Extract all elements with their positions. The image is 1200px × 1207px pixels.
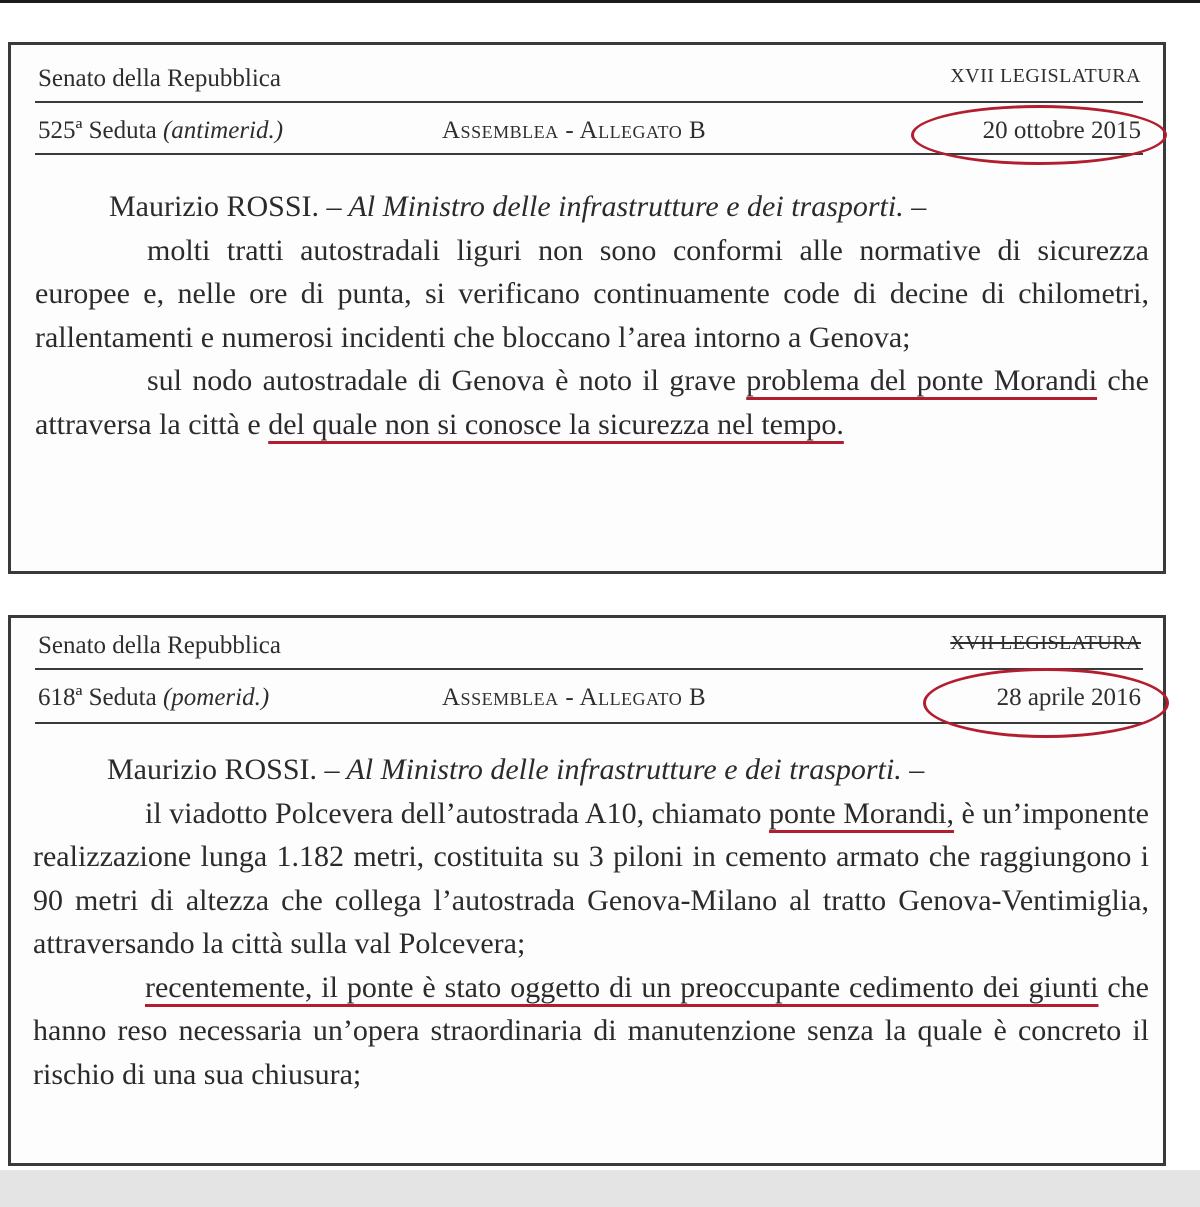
paragraph-2: sul nodo autostradale di Genova è noto il grave problema del ponte Morandi che attraversa la città e del quale non si conosce la sicurezza nel tempo. [35, 364, 1149, 441]
document-body [33, 748, 1149, 1096]
paragraph-1: molti tratti autostradali liguri non sono conformi alle normative di sicurezza europee e, nelle ore di punta, si verificano continuamente code di decine di chilometri, rallentamenti e numerosi incidenti che bloccano l’area intorno a Genova; [35, 233, 1149, 354]
header-rule [35, 101, 1143, 103]
addressee-line: Maurizio ROSSI. – Al Ministro delle infrastrutture e dei trasporti. – [109, 190, 927, 223]
session-date: 20 ottobre 2015 [982, 117, 1141, 144]
institution-name: Senato della Repubblica [38, 632, 281, 659]
header-rule [35, 153, 1143, 155]
session-number: 618ª Seduta (pomerid.) [38, 684, 270, 711]
document-excerpt-2015 [8, 42, 1166, 574]
underlined-text: problema del ponte Morandi [746, 364, 1098, 397]
underlined-text: recentemente, il ponte è stato oggetto di un preoccupante cedimento dei giunti [145, 970, 1099, 1004]
paragraph-2: recentemente, il ponte è stato oggetto di un preoccupante cedimento dei giunti che hanno reso necessaria un’opera straordinaria di manutenzione senza la quale è concreto il rischio di una sua chiusura; [33, 970, 1149, 1091]
legislature-label: XVII LEGISLATURA [950, 65, 1141, 87]
session-number: 525ª Seduta (antimerid.) [38, 117, 284, 144]
bottom-band [0, 1170, 1200, 1207]
institution-name: Senato della Repubblica [38, 65, 281, 92]
document-body [35, 185, 1149, 446]
session-date: 28 aprile 2016 [996, 684, 1141, 711]
paragraph-1: il viadotto Polcevera dell’autostrada A10, chiamato ponte Morandi, è un’imponente realizzazione lunga 1.182 metri, costituita su 3 piloni in cemento armato che raggiungono i 90 metri di altezza che collega l’autostrada Genova-Milano al tratto Genova-Ventimiglia, attraversando la città sulla val Polcevera; [33, 796, 1149, 960]
addressee-line: Maurizio ROSSI. – Al Ministro delle infrastrutture e dei trasporti. – [107, 753, 925, 786]
header-rule [35, 722, 1143, 724]
assembly-label: Assemblea - Allegato B [442, 684, 707, 711]
header-rule [35, 668, 1143, 670]
underlined-text: ponte Morandi, [769, 796, 955, 830]
assembly-label: Assemblea - Allegato B [442, 117, 707, 144]
document-excerpt-2016 [8, 615, 1166, 1166]
top-border [0, 0, 1200, 3]
underlined-text: del quale non si conosce la sicurezza nel tempo. [268, 407, 844, 441]
legislature-label: XVII LEGISLATURA [950, 632, 1141, 654]
